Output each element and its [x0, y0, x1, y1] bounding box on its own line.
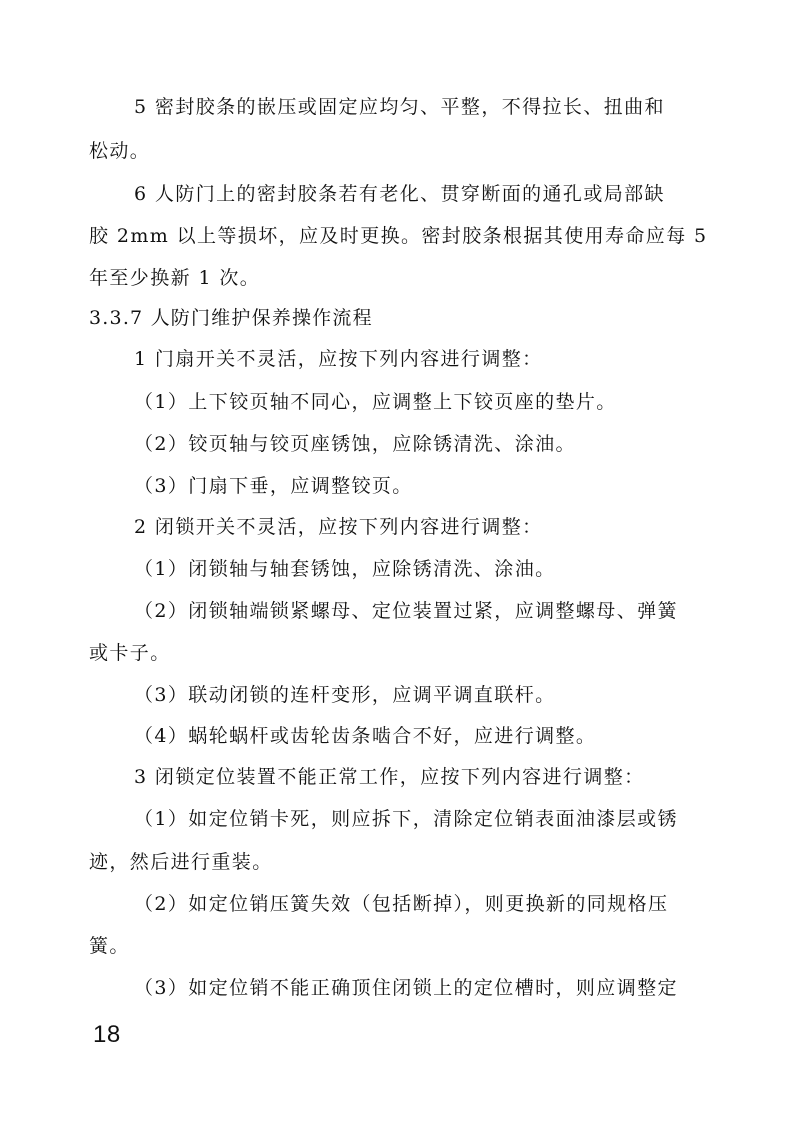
- paragraph-line: 6 人防门上的密封胶条若有老化、贯穿断面的通孔或局部缺: [134, 183, 665, 205]
- list-item: （3）联动闭锁的连杆变形，应调平调直联杆。: [134, 684, 556, 706]
- list-item: （1）上下铰页轴不同心，应调整上下铰页座的垫片。: [134, 391, 617, 413]
- paragraph-line: 松动。: [89, 140, 151, 162]
- section-heading: 3.3.7 人防门维护保养操作流程: [89, 307, 373, 329]
- paragraph-line: 簧。: [89, 935, 130, 957]
- list-item: （2）闭锁轴端锁紧螺母、定位装置过紧，应调整螺母、弹簧: [134, 600, 678, 622]
- paragraph-line: 迹，然后进行重装。: [89, 851, 273, 873]
- paragraph-line: 或卡子。: [89, 642, 171, 664]
- paragraph-line: 胶 2mm 以上等损坏，应及时更换。密封胶条根据其使用寿命应每 5: [89, 225, 708, 247]
- paragraph-line: 2 闭锁开关不灵活，应按下列内容进行调整：: [134, 516, 543, 538]
- paragraph-line: 5 密封胶条的嵌压或固定应均匀、平整，不得拉长、扭曲和: [134, 96, 665, 118]
- list-item: （1）闭锁轴与轴套锈蚀，应除锈清洗、涂油。: [134, 558, 556, 580]
- list-item: （4）蜗轮蜗杆或齿轮齿条啮合不好，应进行调整。: [134, 725, 597, 747]
- list-item: （3）如定位销不能正确顶住闭锁上的定位槽时，则应调整定: [134, 977, 678, 999]
- list-item: （2）铰页轴与铰页座锈蚀，应除锈清洗、涂油。: [134, 433, 576, 455]
- paragraph-line: 1 门扇开关不灵活，应按下列内容进行调整：: [134, 348, 543, 370]
- list-item: （2）如定位销压簧失效（包括断掉），则更换新的同规格压: [134, 893, 669, 915]
- paragraph-line: 年至少换新 1 次。: [89, 267, 261, 289]
- page-number: 18: [93, 1021, 121, 1048]
- paragraph-line: 3 闭锁定位装置不能正常工作，应按下列内容进行调整：: [134, 766, 645, 788]
- list-item: （1）如定位销卡死，则应拆下，清除定位销表面油漆层或锈: [134, 808, 678, 830]
- list-item: （3）门扇下垂，应调整铰页。: [134, 475, 413, 497]
